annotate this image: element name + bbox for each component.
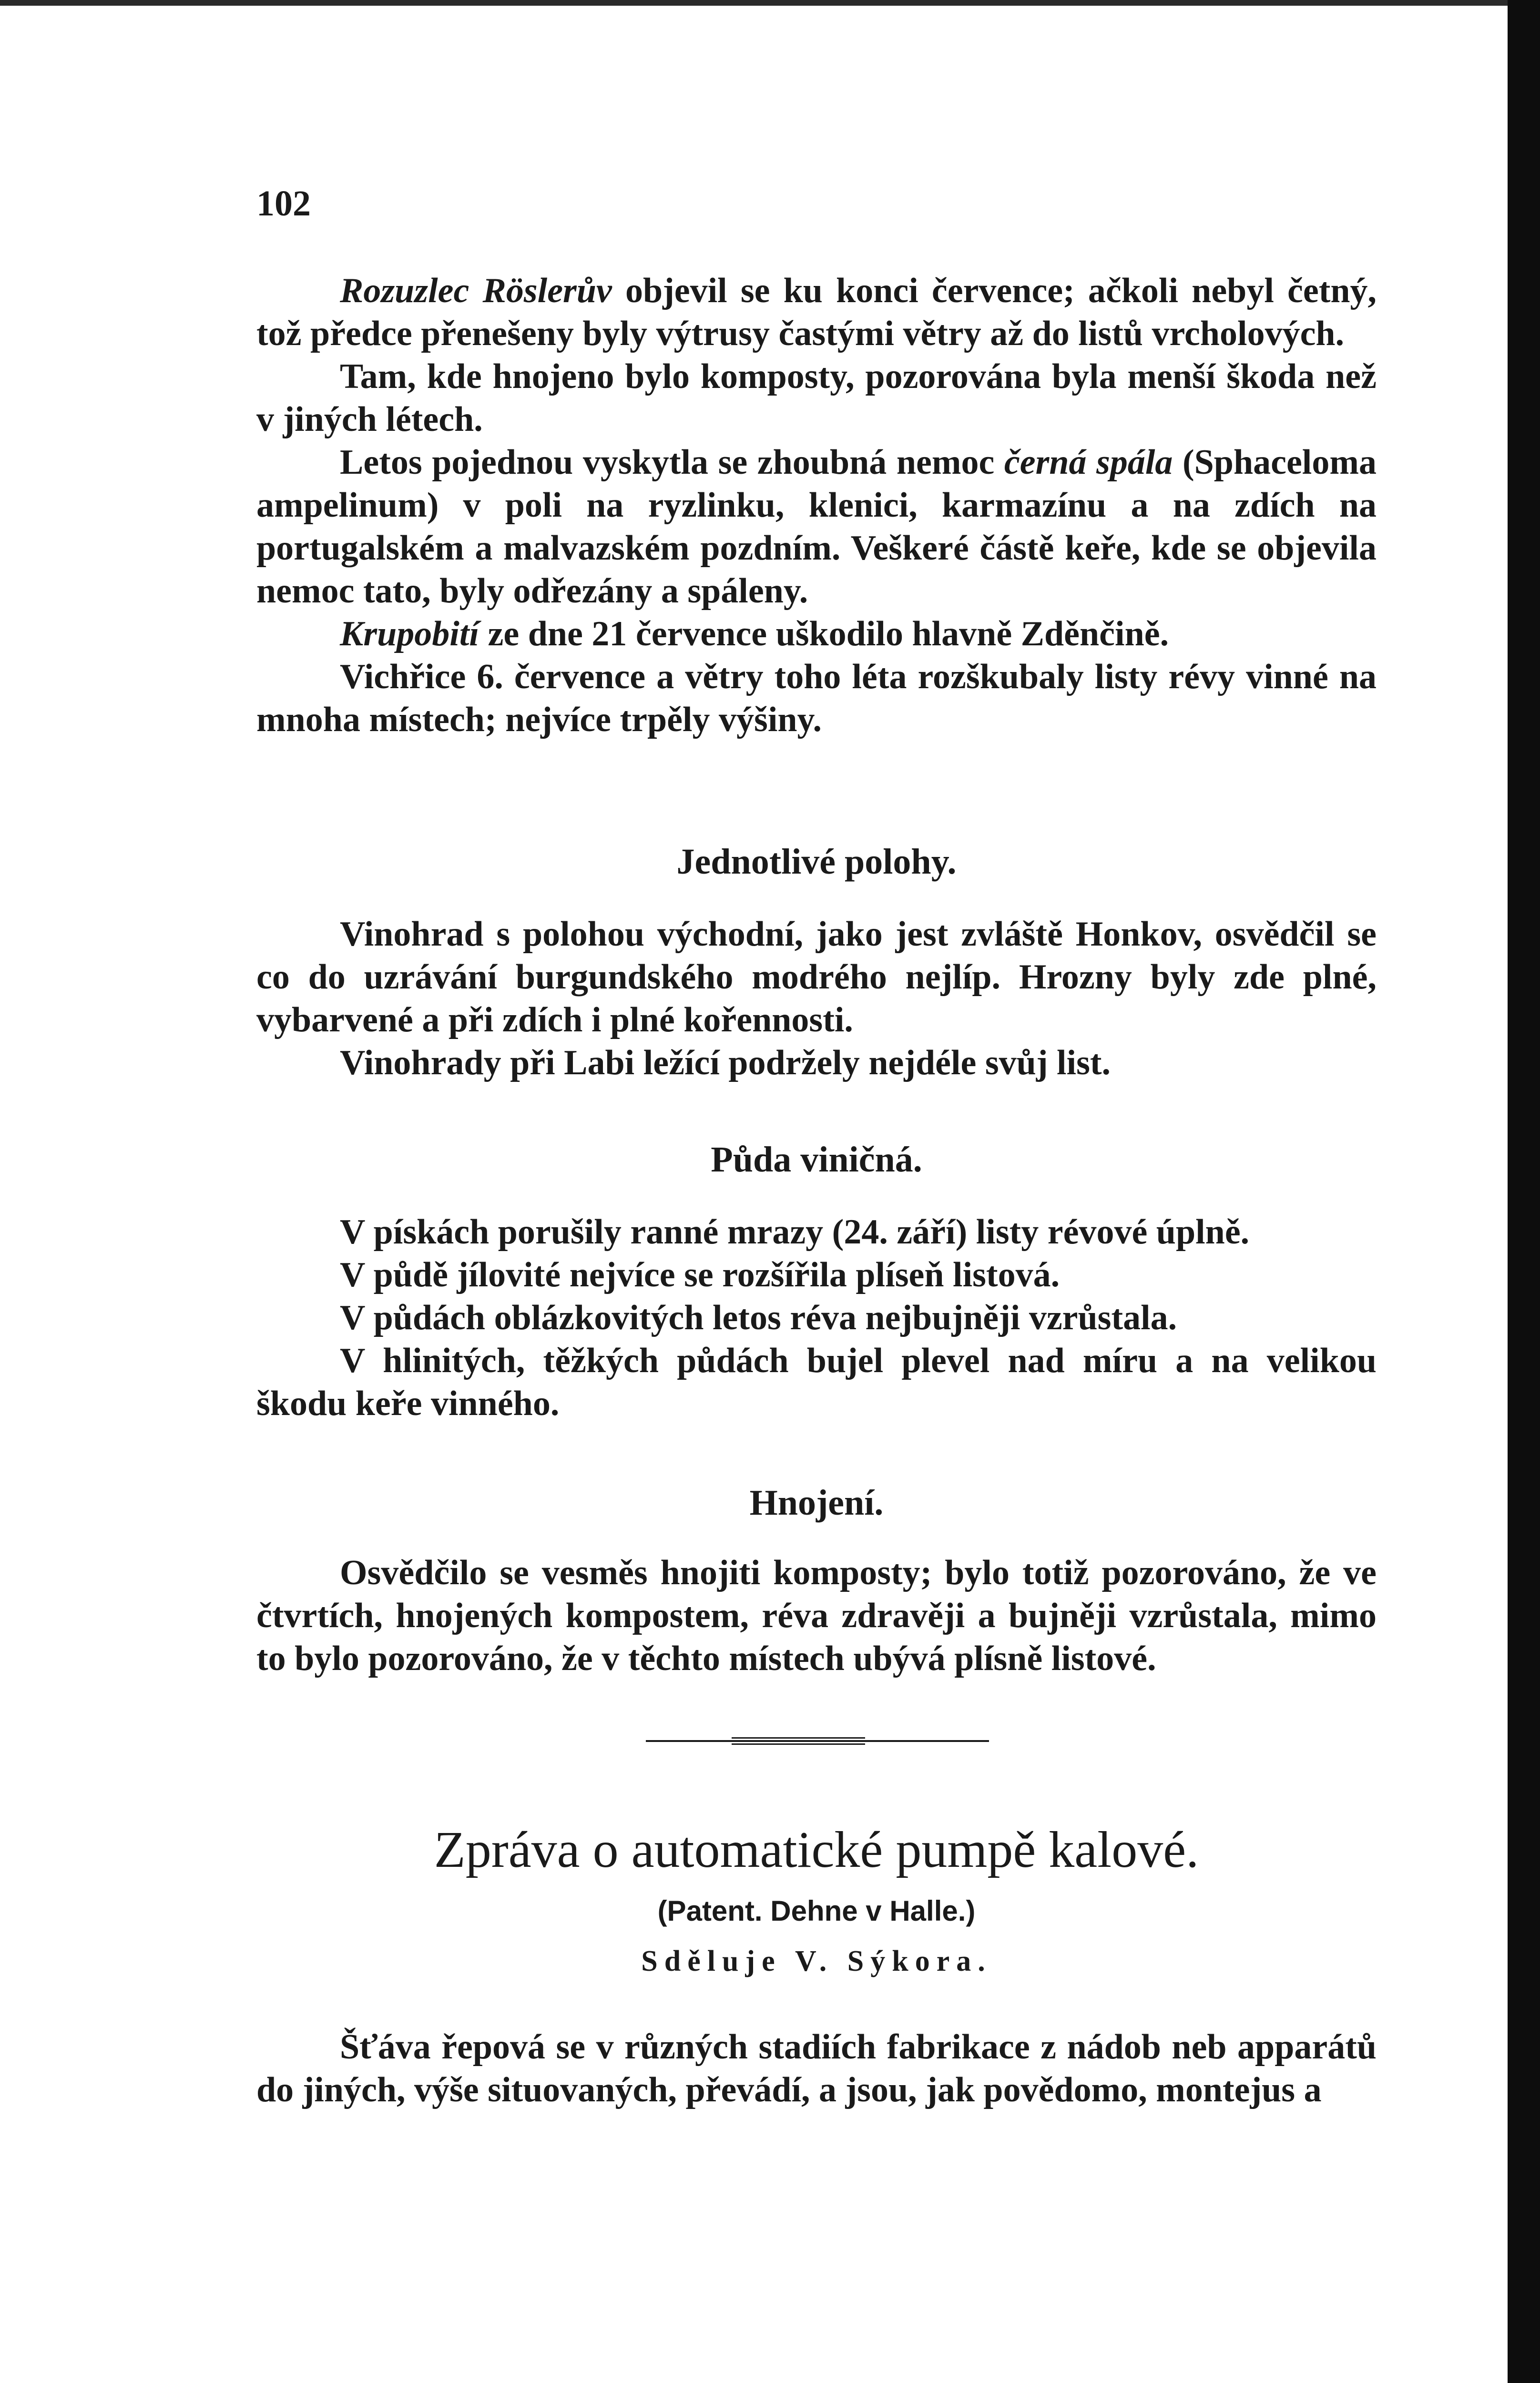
paragraph-text: (Sphaceloma ampelinum) v poli na ryzlinku, klenici, karmazínu a na zdích na portugalském a malvazském pozdním. Veškeré částě keře, kde se objevila nemoc tato, byly odřezány a spáleny.: [256, 443, 1377, 611]
paragraph: Osvědčilo se vesměs hnojiti komposty; bylo totiž pozorováno, že ve čtvrtích, hnojených kompostem, réva zdravěji a bujněji vzrůstala, mimo to bylo pozorováno, že v těchto místech ubývá plísně listové.: [256, 1553, 1377, 1678]
article-title: Zpráva o automatické pumpě kalové.: [434, 1822, 1199, 1878]
paragraph-text: Letos pojednou vyskytla se zhoubná nemoc: [340, 443, 1004, 482]
page-number: 102: [256, 183, 311, 224]
paragraph: V hlinitých, těžkých půdách bujel plevel nad míru a na velikou škodu keře vinného.: [256, 1341, 1377, 1423]
paragraph: V pískách porušily ranné mrazy (24. září) listy révové úplně.: [340, 1212, 1250, 1252]
paragraph: [256, 269, 1377, 355]
paragraph: [256, 441, 1377, 612]
paragraph: Vichřice 6. července a větry toho léta rozškubaly listy révy vinné na mnoha místech; nejvíce trpěly výšiny.: [256, 657, 1377, 739]
section-heading: Půda viničná.: [711, 1140, 922, 1180]
italic-term: Krupobití: [340, 614, 479, 653]
section-intro: [256, 269, 1377, 741]
italic-term: Rozuzlec Röslerův: [340, 271, 612, 310]
article-body: [256, 2026, 1377, 2111]
paragraph: V půdě jílovité nejvíce se rozšířila plíseň listová.: [340, 1255, 1060, 1294]
section-puda: [256, 1211, 1377, 1425]
paragraph: Vinohrady při Labi ležící podržely nejdéle svůj list.: [340, 1043, 1111, 1082]
divider-line: [732, 1743, 865, 1745]
paragraph: Šťáva řepová se v různých stadiích fabrikace z nádob neb apparátů do jiných, výše situovaných, převádí, a jsou, jak povědomo, montejus a: [256, 2027, 1377, 2109]
divider-line: [732, 1737, 865, 1739]
paragraph: Tam, kde hnojeno bylo komposty, pozorována byla menší škoda než v jiných létech.: [256, 357, 1377, 439]
scan-edge-right: [1508, 0, 1540, 2383]
paragraph-text: ze dne 21 července uškodilo hlavně Zděnčině.: [479, 614, 1169, 653]
paragraph: [256, 612, 1377, 655]
section-hnojeni: [256, 1551, 1377, 1680]
divider-line: [646, 1740, 989, 1742]
article-subtitle: (Patent. Dehne v Halle.): [657, 1895, 976, 1927]
section-heading: Hnojení.: [749, 1483, 884, 1523]
italic-term: černá spála: [1004, 443, 1173, 482]
section-divider: [646, 1737, 989, 1747]
scan-edge-top: [0, 0, 1540, 6]
article-author: Sděluje V. Sýkora.: [641, 1945, 992, 1977]
section-polohy: [256, 913, 1377, 1084]
paragraph: V půdách oblázkovitých letos réva nejbujněji vzrůstala.: [340, 1298, 1177, 1337]
paragraph: Vinohrad s polohou východní, jako jest zvláště Honkov, osvědčil se co do uzrávání burgundského modrého nejlíp. Hrozny byly zde plné, vybarvené a při zdích i plné kořennosti.: [256, 915, 1377, 1039]
section-heading: Jednotlivé polohy.: [676, 842, 957, 882]
paragraph-text: objevil se ku konci července; ačkoli nebyl četný, tož předce přenešeny byly výtrusy častými větry až do listů vrcholových.: [256, 271, 1377, 353]
